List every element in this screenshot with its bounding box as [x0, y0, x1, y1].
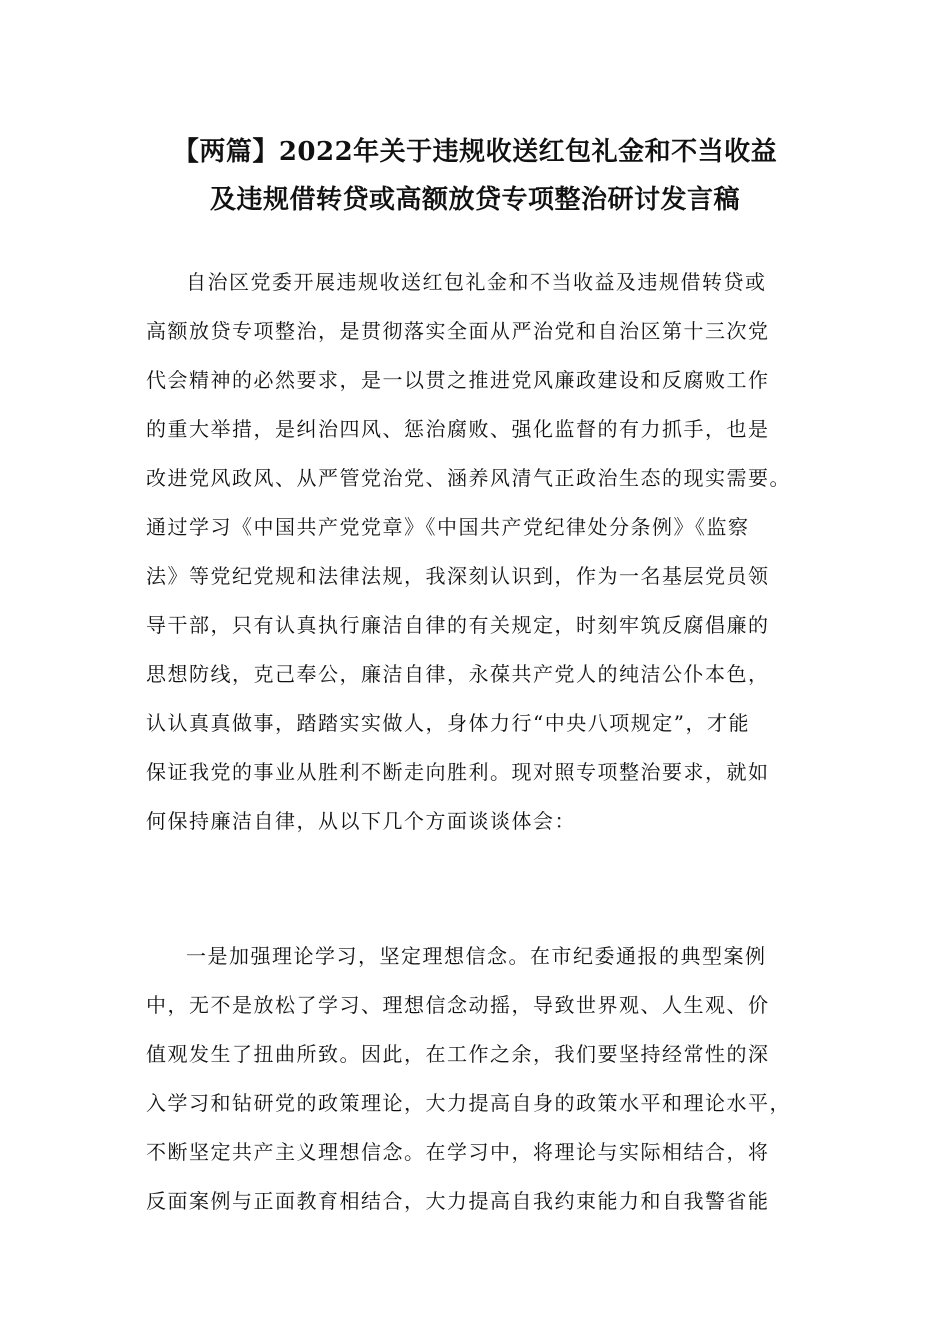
paragraph-line: 自治区党委开展违规收送红包礼金和不当收益及违规借转贷或	[186, 270, 767, 294]
paragraph-line: 何保持廉洁自律，从以下几个方面谈谈体会：	[146, 809, 576, 833]
paragraph-line: 通过学习《中国共产党党章》《中国共产党纪律处分条例》《监察	[146, 515, 750, 539]
title-line-2: 及违规借转贷或高额放贷专项整治研讨发言稿	[209, 185, 740, 215]
paragraph-line: 的重大举措，是纠治四风、惩治腐败、强化监督的有力抓手，也是	[146, 417, 770, 441]
paragraph-line: 中，无不是放松了学习、理想信念动摇，导致世界观、人生观、价	[146, 993, 770, 1017]
paragraph-line: 法》等党纪党规和法律法规，我深刻认识到，作为一名基层党员领	[146, 564, 770, 588]
paragraph-line: 入学习和钻研党的政策理论，大力提高自身的政策水平和理论水平，	[146, 1091, 791, 1115]
paragraph-line: 认认真真做事，踏踏实实做人，身体力行“中央八项规定”，才能	[146, 711, 750, 735]
paragraph-line: 反面案例与正面教育相结合，大力提高自我约束能力和自我警省能	[146, 1189, 770, 1213]
paragraph-line: 导干部，只有认真执行廉洁自律的有关规定，时刻牢筑反腐倡廉的	[146, 613, 770, 637]
title-line-1: 【两篇】2022年关于违规收送红包礼金和不当收益	[172, 137, 778, 167]
paragraph-point-one	[146, 932, 836, 1226]
paragraph-line: 不断坚定共产主义理想信念。在学习中，将理论与实际相结合，将	[146, 1140, 770, 1164]
paragraph-line: 思想防线，克己奉公，廉洁自律，永葆共产党人的纯洁公仆本色，	[146, 662, 770, 686]
paragraph-line: 代会精神的必然要求，是一以贯之推进党风廉政建设和反腐败工作	[146, 368, 770, 392]
paragraph-line: 一是加强理论学习，坚定理想信念。在市纪委通报的典型案例	[186, 944, 767, 968]
paragraph-line: 高额放贷专项整治，是贯彻落实全面从严治党和自治区第十三次党	[146, 319, 770, 343]
paragraph-intro	[146, 258, 836, 846]
paragraph-line: 保证我党的事业从胜利不断走向胜利。现对照专项整治要求，就如	[146, 760, 770, 784]
document-title	[0, 128, 950, 224]
paragraph-line: 值观发生了扭曲所致。因此，在工作之余，我们要坚持经常性的深	[146, 1042, 770, 1066]
paragraph-line: 改进党风政风、从严管党治党、涵养风清气正政治生态的现实需要。	[146, 466, 791, 490]
